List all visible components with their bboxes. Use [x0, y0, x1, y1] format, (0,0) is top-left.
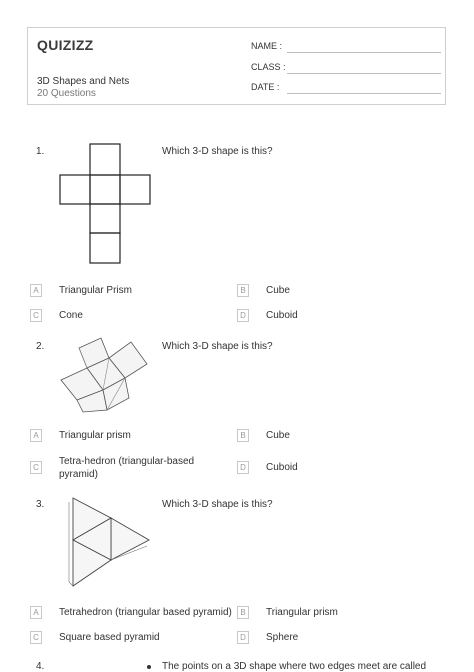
name-line[interactable] — [287, 52, 441, 53]
worksheet-header — [27, 27, 446, 105]
option-letter: C — [30, 461, 42, 474]
option-text: Cube — [266, 430, 290, 441]
option-text: Cuboid — [266, 310, 298, 321]
question-text: Which 3-D shape is this? — [162, 341, 273, 352]
question-count: 20 Questions — [37, 88, 96, 99]
option-letter: D — [237, 631, 249, 644]
question-text: Which 3-D shape is this? — [162, 146, 273, 157]
question-number: 3. — [36, 499, 45, 510]
option-letter: B — [237, 606, 249, 619]
tetrahedron-net-figure — [63, 494, 155, 594]
option-letter: A — [30, 429, 42, 442]
date-label: DATE : — [251, 82, 280, 92]
question-text: The points on a 3D shape where two edges meet are called — [162, 661, 427, 672]
option-text: Triangular prism — [59, 430, 131, 441]
option-letter: D — [237, 309, 249, 322]
option-letter: C — [30, 631, 42, 644]
question-number: 4. — [36, 661, 45, 672]
option-text: Square based pyramid — [59, 632, 160, 643]
option-text: Triangular Prism — [59, 285, 132, 296]
pyramid-net-figure — [57, 334, 157, 416]
cube-net-figure — [58, 142, 154, 266]
option-text: Cuboid — [266, 462, 298, 473]
option-letter: B — [237, 429, 249, 442]
option-text: Sphere — [266, 632, 299, 643]
question-number: 1. — [36, 146, 45, 157]
option-text: Cone — [59, 310, 83, 321]
class-line[interactable] — [287, 73, 441, 74]
quizizz-logo: QUIZIZZ — [37, 37, 94, 53]
option-letter: C — [30, 309, 42, 322]
option-text: Tetra-hedron (triangular-based pyramid) — [59, 456, 195, 480]
option-letter: B — [237, 284, 249, 297]
class-field[interactable] — [251, 62, 441, 74]
option-letter: D — [237, 461, 249, 474]
date-line[interactable] — [287, 93, 441, 94]
question-number: 2. — [36, 341, 45, 352]
bullet-icon — [147, 665, 151, 669]
option-text: Cube — [266, 285, 290, 296]
name-field[interactable] — [251, 41, 441, 53]
option-letter: A — [30, 606, 42, 619]
class-label: CLASS : — [251, 62, 286, 72]
date-field[interactable] — [251, 82, 441, 94]
option-letter: A — [30, 284, 42, 297]
question-text: Which 3-D shape is this? — [162, 499, 273, 510]
worksheet-title: 3D Shapes and Nets — [37, 76, 130, 87]
name-label: NAME : — [251, 41, 283, 51]
option-text: Triangular prism — [266, 607, 338, 618]
option-text: Tetrahedron (triangular based pyramid) — [59, 607, 232, 618]
